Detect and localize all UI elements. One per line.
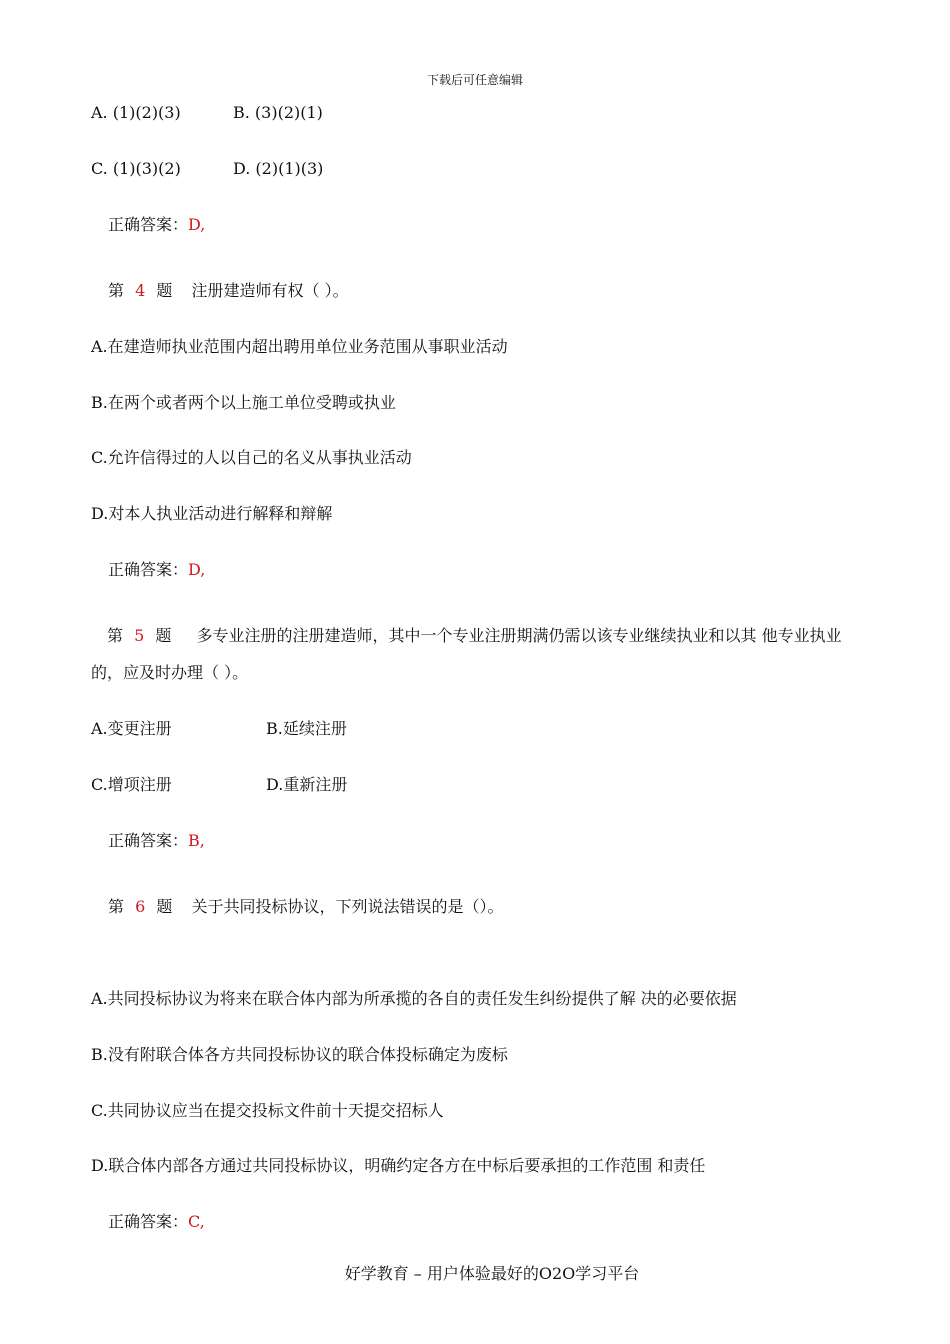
page-header: 下载后可任意编辑 <box>426 73 523 87</box>
q5-option-b: B.延续注册 <box>266 719 347 738</box>
q6-option-d: D.联合体内部各方通过共同投标协议，明确约定各方在中标后要承担的工作范围 和责任 <box>91 1156 706 1175</box>
answer-value: C, <box>188 1212 205 1231</box>
q6-option-a: A.共同投标协议为将来在联合体内部为所承揽的各自的责任发生纠纷提供了解 决的必要依据 <box>91 989 737 1008</box>
q5-heading <box>91 617 861 691</box>
q5-option-c: C.增项注册 <box>91 775 172 794</box>
answer-value: D, <box>188 560 206 579</box>
question-prefix: 第 <box>108 897 125 916</box>
q5-option-d: D.重新注册 <box>266 775 348 794</box>
q6-option-c: C.共同协议应当在提交投标文件前十天提交招标人 <box>91 1101 444 1120</box>
question-number: 5 <box>134 626 145 645</box>
q3-option-a: A. (1)(2)(3) <box>91 103 181 122</box>
q3-option-b: B. (3)(2)(1) <box>233 103 323 122</box>
q4-option-d: D.对本人执业活动进行解释和辩解 <box>91 504 333 523</box>
question-suffix: 题 <box>155 626 172 645</box>
q4-heading <box>108 281 349 301</box>
q4-option-c: C.允许信得过的人以自己的名义从事执业活动 <box>91 448 412 467</box>
question-text: 注册建造师有权（ ）。 <box>191 281 349 300</box>
question-text: 关于共同投标协议，下列说法错误的是（）。 <box>191 897 504 916</box>
q5-answer <box>108 831 205 851</box>
q4-option-b: B.在两个或者两个以上施工单位受聘或执业 <box>91 393 396 412</box>
question-suffix: 题 <box>156 897 173 916</box>
answer-value: D, <box>188 215 206 234</box>
answer-label: 正确答案： <box>108 831 189 850</box>
answer-value: B, <box>188 831 205 850</box>
q3-answer <box>108 215 205 235</box>
answer-label: 正确答案： <box>108 1212 189 1231</box>
page-footer: 好学教育 – 用户体验最好的O2O学习平台 <box>344 1264 640 1283</box>
q6-option-b: B.没有附联合体各方共同投标协议的联合体投标确定为废标 <box>91 1045 508 1064</box>
question-suffix: 题 <box>156 281 173 300</box>
question-number: 4 <box>135 281 146 300</box>
q4-option-a: A.在建造师执业范围内超出聘用单位业务范围从事职业活动 <box>91 337 508 356</box>
question-number: 6 <box>135 897 146 916</box>
question-text: 多专业注册的注册建造师，其中一个专业注册期满仍需以该专业继续执业和以其 他专业执业的，应及时办理（ ）。 <box>91 626 842 682</box>
question-prefix: 第 <box>108 281 125 300</box>
q6-answer <box>108 1212 205 1232</box>
answer-label: 正确答案： <box>108 560 189 579</box>
q3-option-c: C. (1)(3)(2) <box>91 159 181 178</box>
q6-heading <box>108 897 504 917</box>
q4-answer <box>108 560 205 580</box>
question-prefix: 第 <box>107 626 124 645</box>
q3-option-d: D. (2)(1)(3) <box>233 159 324 178</box>
answer-label: 正确答案： <box>108 215 189 234</box>
q5-option-a: A.变更注册 <box>91 719 172 738</box>
